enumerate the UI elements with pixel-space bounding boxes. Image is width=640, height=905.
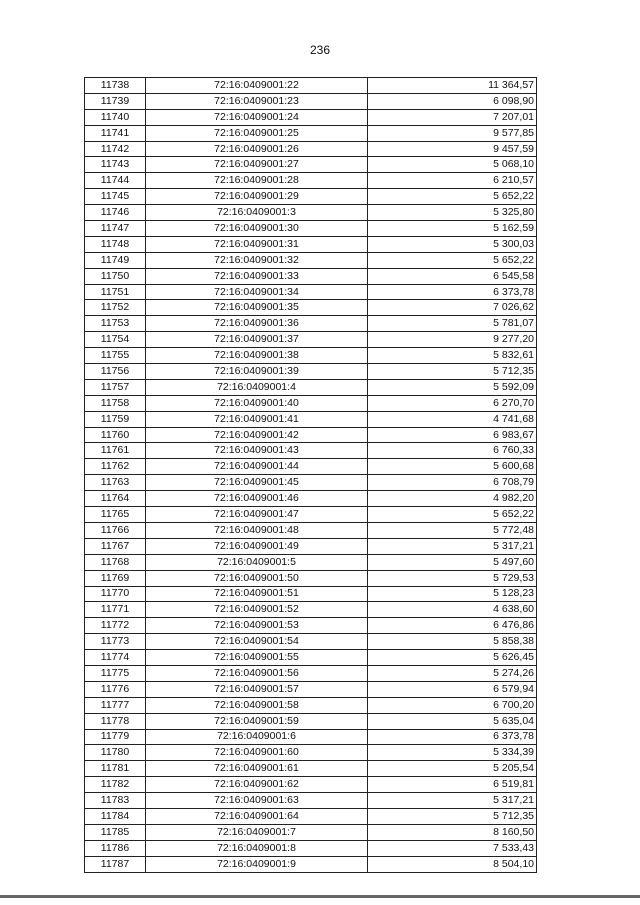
cadastral-table [84,77,537,873]
cadastral-number-cell: 72:16:0409001:29 [146,189,368,205]
table-row [85,459,537,475]
cadastral-number-cell: 72:16:0409001:28 [146,173,368,189]
cadastral-number-cell: 72:16:0409001:54 [146,634,368,650]
value-cell: 5 772,48 [368,522,537,538]
cadastral-number-cell: 72:16:0409001:51 [146,586,368,602]
cadastral-number-cell: 72:16:0409001:53 [146,618,368,634]
cadastral-number-cell: 72:16:0409001:5 [146,554,368,570]
cadastral-number-cell: 72:16:0409001:7 [146,824,368,840]
table-row [85,125,537,141]
value-cell: 6 700,20 [368,697,537,713]
table-row [85,697,537,713]
cadastral-number-cell: 72:16:0409001:27 [146,157,368,173]
row-number-cell: 11767 [85,538,146,554]
table-row [85,252,537,268]
value-cell: 5 162,59 [368,221,537,237]
row-number-cell: 11765 [85,507,146,523]
value-cell: 6 545,58 [368,268,537,284]
row-number-cell: 11770 [85,586,146,602]
row-number-cell: 11749 [85,252,146,268]
value-cell: 5 325,80 [368,205,537,221]
cadastral-number-cell: 72:16:0409001:4 [146,379,368,395]
row-number-cell: 11784 [85,808,146,824]
row-number-cell: 11744 [85,173,146,189]
value-cell: 5 300,03 [368,236,537,252]
cadastral-number-cell: 72:16:0409001:41 [146,411,368,427]
table-row [85,634,537,650]
table-row [85,411,537,427]
value-cell: 4 982,20 [368,491,537,507]
table-row [85,332,537,348]
table-row [85,221,537,237]
table-row [85,856,537,872]
value-cell: 8 160,50 [368,824,537,840]
table-row [85,602,537,618]
row-number-cell: 11743 [85,157,146,173]
cadastral-number-cell: 72:16:0409001:9 [146,856,368,872]
value-cell: 6 983,67 [368,427,537,443]
value-cell: 9 457,59 [368,141,537,157]
value-cell: 11 364,57 [368,78,537,94]
value-cell: 6 579,94 [368,681,537,697]
row-number-cell: 11752 [85,300,146,316]
cadastral-number-cell: 72:16:0409001:24 [146,109,368,125]
cadastral-number-cell: 72:16:0409001:40 [146,395,368,411]
table-row [85,681,537,697]
value-cell: 5 626,45 [368,650,537,666]
cadastral-number-cell: 72:16:0409001:3 [146,205,368,221]
table-row [85,665,537,681]
value-cell: 5 712,35 [368,364,537,380]
table-row [85,93,537,109]
cadastral-number-cell: 72:16:0409001:25 [146,125,368,141]
cadastral-number-cell: 72:16:0409001:42 [146,427,368,443]
row-number-cell: 11739 [85,93,146,109]
cadastral-number-cell: 72:16:0409001:46 [146,491,368,507]
cadastral-number-cell: 72:16:0409001:33 [146,268,368,284]
table-row [85,761,537,777]
table-row [85,650,537,666]
table-row [85,236,537,252]
row-number-cell: 11769 [85,570,146,586]
value-cell: 5 068,10 [368,157,537,173]
table-row [85,586,537,602]
row-number-cell: 11778 [85,713,146,729]
table-row [85,713,537,729]
table-row [85,395,537,411]
value-cell: 5 781,07 [368,316,537,332]
row-number-cell: 11738 [85,78,146,94]
value-cell: 5 334,39 [368,745,537,761]
row-number-cell: 11756 [85,364,146,380]
cadastral-number-cell: 72:16:0409001:50 [146,570,368,586]
cadastral-number-cell: 72:16:0409001:31 [146,236,368,252]
cadastral-number-cell: 72:16:0409001:45 [146,475,368,491]
row-number-cell: 11771 [85,602,146,618]
row-number-cell: 11768 [85,554,146,570]
value-cell: 6 098,90 [368,93,537,109]
cadastral-number-cell: 72:16:0409001:8 [146,840,368,856]
cadastral-number-cell: 72:16:0409001:64 [146,808,368,824]
row-number-cell: 11766 [85,522,146,538]
cadastral-number-cell: 72:16:0409001:48 [146,522,368,538]
value-cell: 7 026,62 [368,300,537,316]
table-row [85,364,537,380]
table-row [85,316,537,332]
row-number-cell: 11785 [85,824,146,840]
row-number-cell: 11746 [85,205,146,221]
cadastral-number-cell: 72:16:0409001:47 [146,507,368,523]
table-row [85,189,537,205]
cadastral-number-cell: 72:16:0409001:38 [146,348,368,364]
cadastral-number-cell: 72:16:0409001:61 [146,761,368,777]
row-number-cell: 11760 [85,427,146,443]
cadastral-number-cell: 72:16:0409001:34 [146,284,368,300]
page-number: 236 [309,43,331,57]
value-cell: 5 317,21 [368,538,537,554]
value-cell: 5 635,04 [368,713,537,729]
value-cell: 6 476,86 [368,618,537,634]
cadastral-number-cell: 72:16:0409001:49 [146,538,368,554]
cadastral-number-cell: 72:16:0409001:44 [146,459,368,475]
row-number-cell: 11742 [85,141,146,157]
row-number-cell: 11757 [85,379,146,395]
table-row [85,522,537,538]
table-row [85,300,537,316]
table-row [85,729,537,745]
row-number-cell: 11740 [85,109,146,125]
cadastral-number-cell: 72:16:0409001:23 [146,93,368,109]
value-cell: 6 210,57 [368,173,537,189]
row-number-cell: 11748 [85,236,146,252]
table-row [85,538,537,554]
row-number-cell: 11741 [85,125,146,141]
cadastral-number-cell: 72:16:0409001:60 [146,745,368,761]
cadastral-number-cell: 72:16:0409001:22 [146,78,368,94]
row-number-cell: 11754 [85,332,146,348]
cadastral-number-cell: 72:16:0409001:37 [146,332,368,348]
table-row [85,618,537,634]
row-number-cell: 11777 [85,697,146,713]
table-row [85,109,537,125]
table-row [85,824,537,840]
row-number-cell: 11775 [85,665,146,681]
row-number-cell: 11780 [85,745,146,761]
value-cell: 6 270,70 [368,395,537,411]
table-row [85,78,537,94]
value-cell: 5 712,35 [368,808,537,824]
cadastral-number-cell: 72:16:0409001:32 [146,252,368,268]
table-row [85,205,537,221]
row-number-cell: 11774 [85,650,146,666]
value-cell: 5 317,21 [368,793,537,809]
row-number-cell: 11764 [85,491,146,507]
value-cell: 6 519,81 [368,777,537,793]
value-cell: 6 373,78 [368,729,537,745]
cadastral-number-cell: 72:16:0409001:63 [146,793,368,809]
value-cell: 5 497,60 [368,554,537,570]
cadastral-number-cell: 72:16:0409001:62 [146,777,368,793]
bottom-rule [0,895,640,898]
row-number-cell: 11762 [85,459,146,475]
table-row [85,173,537,189]
table-row [85,793,537,809]
table-row [85,808,537,824]
value-cell: 5 652,22 [368,507,537,523]
row-number-cell: 11745 [85,189,146,205]
row-number-cell: 11751 [85,284,146,300]
value-cell: 4 741,68 [368,411,537,427]
table-row [85,840,537,856]
value-cell: 6 373,78 [368,284,537,300]
table-row [85,475,537,491]
row-number-cell: 11763 [85,475,146,491]
value-cell: 5 652,22 [368,252,537,268]
value-cell: 4 638,60 [368,602,537,618]
table-row [85,427,537,443]
table-row [85,284,537,300]
table-row [85,141,537,157]
value-cell: 5 592,09 [368,379,537,395]
cadastral-number-cell: 72:16:0409001:58 [146,697,368,713]
table-row [85,745,537,761]
table-body [85,78,537,873]
cadastral-number-cell: 72:16:0409001:6 [146,729,368,745]
value-cell: 8 504,10 [368,856,537,872]
table-row [85,777,537,793]
row-number-cell: 11786 [85,840,146,856]
table-row [85,379,537,395]
row-number-cell: 11759 [85,411,146,427]
cadastral-number-cell: 72:16:0409001:26 [146,141,368,157]
row-number-cell: 11758 [85,395,146,411]
row-number-cell: 11781 [85,761,146,777]
table-row [85,348,537,364]
cadastral-number-cell: 72:16:0409001:43 [146,443,368,459]
value-cell: 9 577,85 [368,125,537,141]
cadastral-number-cell: 72:16:0409001:55 [146,650,368,666]
value-cell: 5 858,38 [368,634,537,650]
row-number-cell: 11776 [85,681,146,697]
cadastral-number-cell: 72:16:0409001:52 [146,602,368,618]
table-row [85,507,537,523]
value-cell: 5 274,26 [368,665,537,681]
row-number-cell: 11783 [85,793,146,809]
value-cell: 5 729,53 [368,570,537,586]
value-cell: 9 277,20 [368,332,537,348]
row-number-cell: 11755 [85,348,146,364]
cadastral-number-cell: 72:16:0409001:56 [146,665,368,681]
value-cell: 7 533,43 [368,840,537,856]
row-number-cell: 11753 [85,316,146,332]
cadastral-number-cell: 72:16:0409001:57 [146,681,368,697]
cadastral-number-cell: 72:16:0409001:39 [146,364,368,380]
value-cell: 5 128,23 [368,586,537,602]
row-number-cell: 11772 [85,618,146,634]
table-row [85,570,537,586]
table-row [85,443,537,459]
table-row [85,268,537,284]
table-row [85,157,537,173]
value-cell: 6 708,79 [368,475,537,491]
value-cell: 5 205,54 [368,761,537,777]
table-row [85,491,537,507]
cadastral-number-cell: 72:16:0409001:35 [146,300,368,316]
cadastral-number-cell: 72:16:0409001:59 [146,713,368,729]
row-number-cell: 11787 [85,856,146,872]
value-cell: 5 600,68 [368,459,537,475]
row-number-cell: 11750 [85,268,146,284]
cadastral-number-cell: 72:16:0409001:30 [146,221,368,237]
value-cell: 7 207,01 [368,109,537,125]
row-number-cell: 11747 [85,221,146,237]
table-row [85,554,537,570]
cadastral-number-cell: 72:16:0409001:36 [146,316,368,332]
row-number-cell: 11779 [85,729,146,745]
row-number-cell: 11773 [85,634,146,650]
row-number-cell: 11761 [85,443,146,459]
value-cell: 5 832,61 [368,348,537,364]
value-cell: 6 760,33 [368,443,537,459]
row-number-cell: 11782 [85,777,146,793]
value-cell: 5 652,22 [368,189,537,205]
